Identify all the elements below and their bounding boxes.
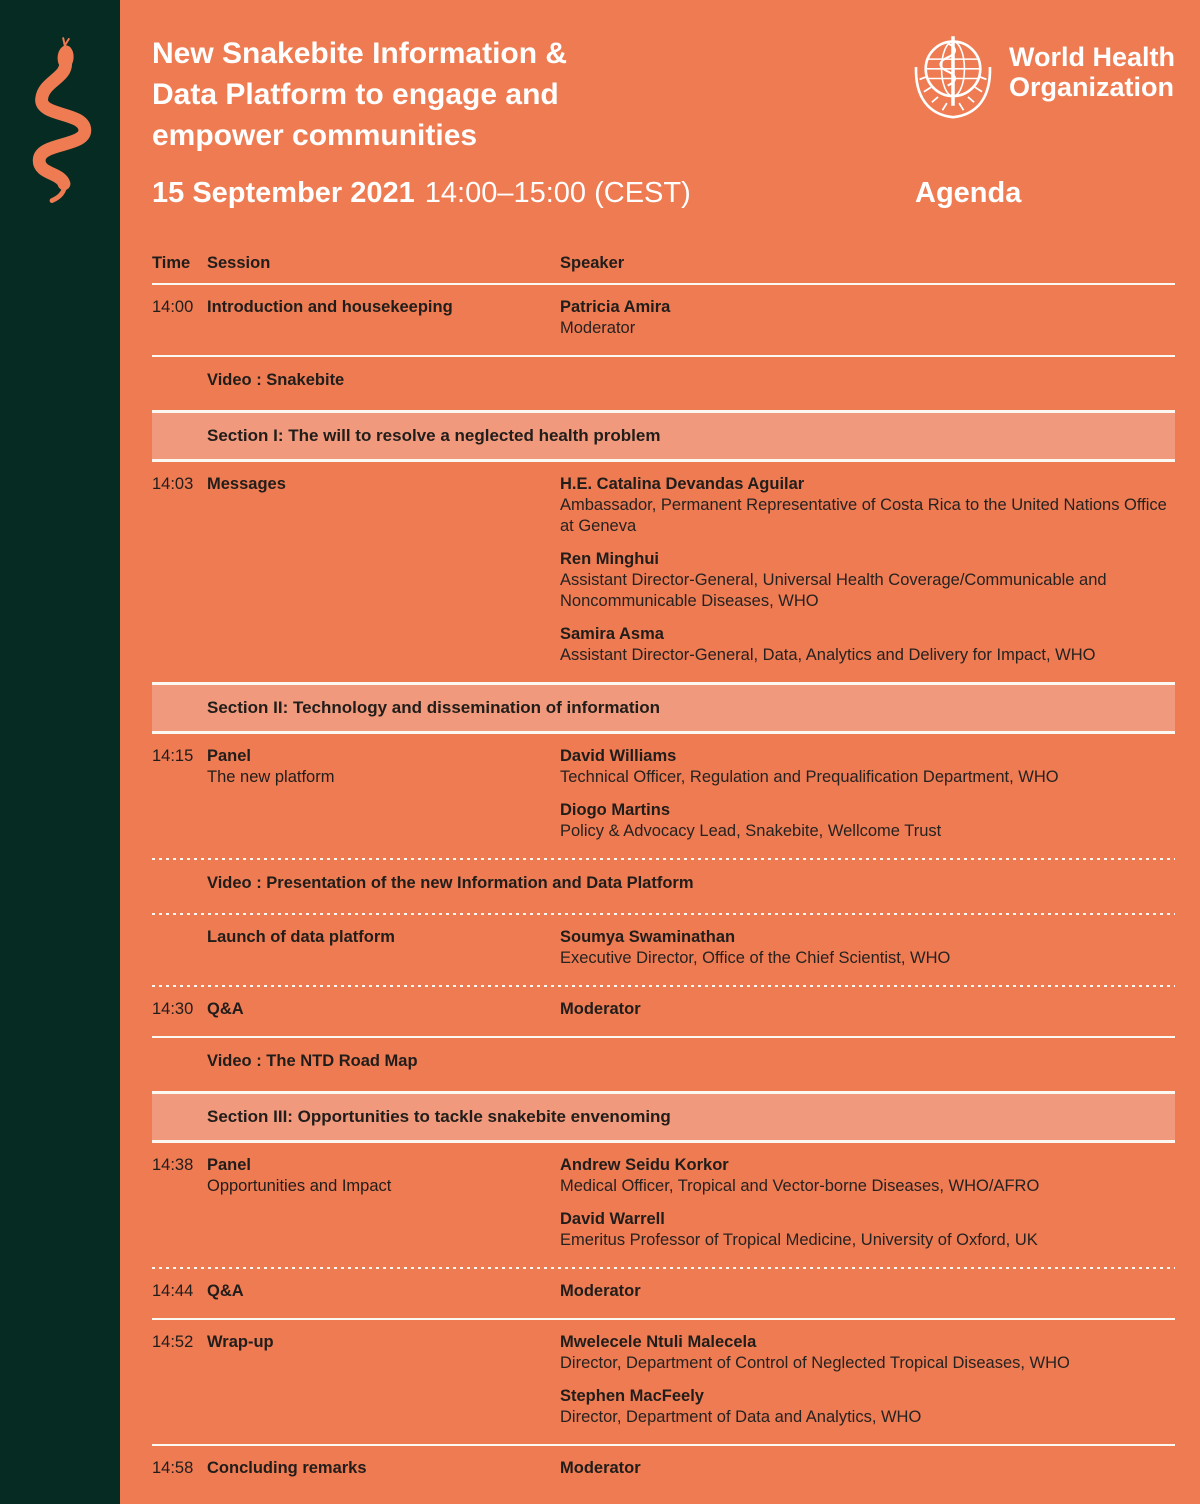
speaker [560,549,1175,612]
time-cell [152,873,207,894]
speaker-name: Mwelecele Ntuli Malecela [560,1333,757,1351]
session-title: Q&A [207,1000,244,1018]
speaker-name: Patricia Amira [560,298,671,316]
title-line-3: empower communities [152,119,478,152]
time-cell: 14:15 [152,747,194,765]
session-cell [207,1458,560,1479]
speaker [560,1332,1175,1374]
video-row [152,1038,1175,1091]
speaker [560,1386,1175,1428]
section-band-label: Section I: The will to resolve a neglected health problem [207,426,661,445]
speaker [560,624,1175,666]
time-cell: 14:52 [152,1333,194,1351]
speaker-role: Technical Officer, Regulation and Prequalification Department, WHO [560,768,1059,786]
speaker-role: Ambassador, Permanent Representative of Costa Rica to the United Nations Office at Geneva [560,496,1167,535]
time-cell: 14:44 [152,1282,194,1300]
section-band-label: Section II: Technology and dissemination of information [207,698,661,717]
speaker-role: Emeritus Professor of Tropical Medicine, University of Oxford, UK [560,1231,1038,1249]
snake-icon [16,28,104,210]
table-row [152,734,1175,858]
section-band [152,682,1175,734]
speaker [560,927,1175,969]
table-row [152,915,1175,985]
section-band [152,1091,1175,1143]
speaker-cell [560,1155,1175,1251]
speaker-cell [560,1332,1175,1428]
session-title: Panel [207,1156,252,1174]
speaker-cell [560,927,1175,969]
table-row [152,462,1175,682]
time-cell: 14:00 [152,298,194,316]
session-cell [207,1155,560,1251]
speaker [560,800,1175,842]
session-cell [207,746,560,842]
agenda-label: Agenda [915,177,1022,209]
speaker-cell [560,999,1175,1020]
title-line-1: New Snakebite Information & [152,37,568,70]
session-title: Messages [207,475,286,493]
speaker-role: Policy & Advocacy Lead, Snakebite, Wellcome Trust [560,822,942,840]
col-header-speaker: Speaker [560,254,625,272]
agenda-page [120,0,1200,1504]
speaker-name: Moderator [560,1000,641,1018]
speaker [560,1458,1175,1479]
col-header-time: Time [152,254,191,272]
speaker-cell [560,1458,1175,1479]
col-header-session: Session [207,254,271,272]
section-band [152,410,1175,462]
who-line1: World Health [1008,42,1175,72]
time-cell: 14:38 [152,1156,194,1174]
speaker-name: Samira Asma [560,625,664,643]
who-emblem-icon [909,30,997,127]
speaker-role: Assistant Director-General, Universal Health Coverage/Communicable and Noncommunicable Diseases, WHO [560,571,1107,610]
speaker-cell [560,1281,1175,1302]
page-title [152,33,712,156]
video-row [152,860,1175,913]
agenda-rows [152,285,1175,1495]
speaker-cell [560,474,1175,666]
session-title: Wrap-up [207,1333,274,1351]
speaker [560,1209,1175,1251]
speaker [560,1281,1175,1302]
speaker-name: Soumya Swaminathan [560,928,736,946]
time-cell [152,927,207,969]
time-cell [152,370,207,391]
session-cell [207,297,560,339]
table-row [152,285,1175,355]
table-row [152,987,1175,1036]
speaker-cell [560,746,1175,842]
session-subtitle: The new platform [207,768,335,786]
speaker [560,1155,1175,1197]
speaker-cell [560,297,1175,339]
who-line2: Organization [1008,72,1174,102]
title-line-2: Data Platform to engage and [152,78,559,111]
table-row [152,1320,1175,1444]
time-cell: 14:30 [152,1000,194,1018]
video-label: Video : Presentation of the new Information and Data Platform [207,874,694,892]
video-row [152,357,1175,410]
table-row [152,1269,1175,1318]
session-title: Launch of data platform [207,928,395,946]
time-cell [152,1051,207,1072]
event-time-range: 14:00–15:00 (CEST) [424,177,691,209]
speaker [560,297,1175,339]
session-subtitle: Opportunities and Impact [207,1177,392,1195]
section-band-label: Section III: Opportunities to tackle snakebite envenoming [207,1107,671,1126]
time-cell: 14:58 [152,1459,194,1477]
table-header [152,252,1175,283]
speaker-role: Assistant Director-General, Data, Analytics and Delivery for Impact, WHO [560,646,1096,664]
who-logo [909,30,1175,127]
who-wordmark [1009,42,1175,102]
speaker [560,474,1175,537]
event-date-row [152,174,1175,212]
speaker-name: Ren Minghui [560,550,659,568]
session-title: Panel [207,747,252,765]
speaker-role: Moderator [560,319,636,337]
session-cell [207,1281,560,1302]
speaker-name: H.E. Catalina Devandas Aguilar [560,475,805,493]
session-title: Q&A [207,1282,244,1300]
table-row [152,1143,1175,1267]
speaker-name: Stephen MacFeely [560,1387,704,1405]
session-cell [207,1332,560,1428]
session-cell [207,927,560,969]
time-cell: 14:03 [152,475,194,493]
speaker [560,746,1175,788]
session-title: Concluding remarks [207,1459,367,1477]
session-cell [207,999,560,1020]
sidebar [0,0,120,1504]
speaker-name: Moderator [560,1459,641,1477]
speaker-role: Medical Officer, Tropical and Vector-borne Diseases, WHO/AFRO [560,1177,1040,1195]
speaker-name: David Williams [560,747,677,765]
speaker-role: Executive Director, Office of the Chief Scientist, WHO [560,949,951,967]
speaker-role: Director, Department of Data and Analytics, WHO [560,1408,922,1426]
table-row [152,1446,1175,1495]
session-cell [207,474,560,666]
speaker-name: Moderator [560,1282,641,1300]
event-date: 15 September 2021 [152,177,415,209]
video-label: Video : Snakebite [207,371,345,389]
speaker-name: Andrew Seidu Korkor [560,1156,729,1174]
speaker-name: Diogo Martins [560,801,670,819]
speaker-name: David Warrell [560,1210,665,1228]
speaker-role: Director, Department of Control of Neglected Tropical Diseases, WHO [560,1354,1070,1372]
session-title: Introduction and housekeeping [207,298,453,316]
video-label: Video : The NTD Road Map [207,1052,418,1070]
speaker [560,999,1175,1020]
